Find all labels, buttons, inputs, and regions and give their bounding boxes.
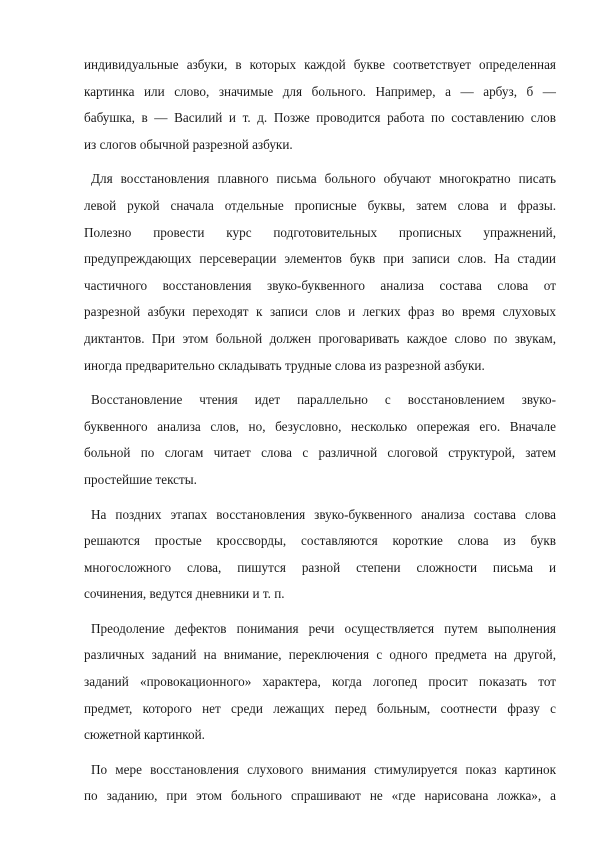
text-line: По мере восстановления слухового внимания стимулируется показ картинок	[91, 761, 556, 777]
text-line: картинка или слово, значимые для больного. Например, а — арбуз, б —	[84, 83, 556, 99]
text-line: Преодоление дефектов понимания речи осуществляется путем выполнения	[91, 620, 556, 636]
text-line: индивидуальные азбуки, в которых каждой букве соответствует определенная	[84, 57, 556, 72]
paragraph	[84, 616, 556, 749]
paragraph	[84, 757, 556, 810]
text-line: различных заданий на внимание, переключения с одного предмета на другой,	[84, 647, 556, 663]
text-line: решаются простые кроссворды, составляются короткие слова из букв	[84, 533, 556, 549]
text-line: по заданию, при этом больного спрашивают не «где нарисована ложка», а	[84, 788, 556, 804]
text-line: простейшие тексты.	[84, 471, 197, 487]
text-line: частичного восстановления звуко-буквенного анализа состава слова от	[84, 277, 556, 293]
text-line: Для восстановления плавного письма больного обучают многократно писать	[91, 171, 556, 187]
paragraph	[84, 502, 556, 608]
paragraph	[84, 52, 556, 158]
text-line: предмет, которого нет среди лежащих перед больным, соотнести фразу с	[84, 700, 556, 716]
text-line: разрезной азбуки переходят к записи слов и легких фраз во время слуховых	[84, 304, 556, 320]
text-line: иногда предварительно складывать трудные слова из разрезной азбуки.	[84, 357, 485, 373]
text-line: бабушка, в — Василий и т. д. Позже проводится работа по составлению слов	[84, 110, 556, 126]
text-line: предупреждающих персеверации элементов букв при записи слов. На стадии	[84, 251, 556, 267]
paragraph	[84, 166, 556, 379]
text-line: многосложного слова, пишутся разной степени сложности письма и	[84, 559, 556, 575]
document-body	[84, 52, 556, 818]
text-line: На поздних этапах восстановления звуко-буквенного анализа состава слова	[91, 506, 556, 522]
paragraph	[84, 387, 556, 493]
text-line: сочинения, ведутся дневники и т. п.	[84, 586, 285, 602]
text-line: Полезно провести курс подготовительных прописных упражнений,	[84, 224, 556, 240]
text-line: Восстановление чтения идет параллельно с восстановлением звуко-	[91, 392, 556, 408]
text-line: больной по слогам читает слова с различной слоговой структурой, затем	[84, 445, 556, 461]
text-line: диктантов. При этом больной должен проговаривать каждое слово по звукам,	[84, 330, 556, 346]
text-line: заданий «провокационного» характера, когда логопед просит показать тот	[84, 674, 556, 690]
text-line: из слогов обычной разрезной азбуки.	[84, 136, 293, 152]
text-line: буквенного анализа слов, но, безусловно, несколько опережая его. Вначале	[84, 418, 556, 434]
text-line: сюжетной картинкой.	[84, 727, 205, 743]
text-line: левой рукой сначала отдельные прописные буквы, затем слова и фразы.	[84, 197, 556, 213]
